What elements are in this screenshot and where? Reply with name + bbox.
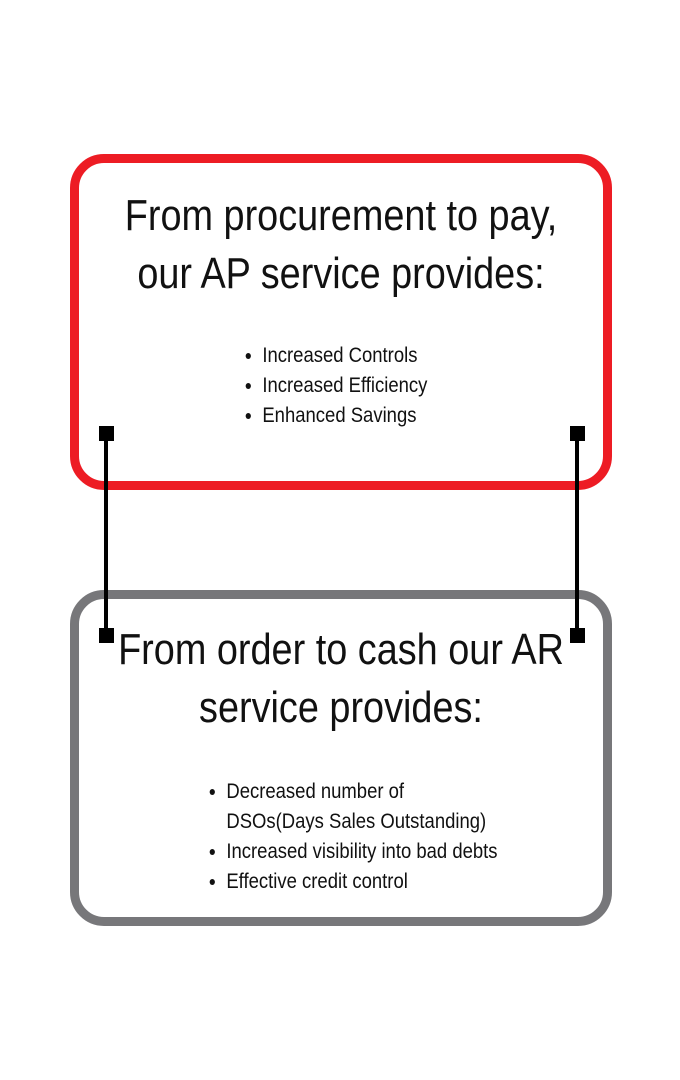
ar-card-title bbox=[116, 621, 567, 737]
ar-title-line-2: service provides: bbox=[199, 683, 483, 732]
ap-title-line-1: From procurement to pay, bbox=[124, 191, 558, 240]
ap-benefit-item: Increased Controls bbox=[243, 341, 427, 371]
ap-title-line-2: our AP service provides: bbox=[137, 249, 545, 298]
ar-benefit-item-continuation: DSOs(Days Sales Outstanding) bbox=[226, 810, 487, 833]
ap-benefit-item: Enhanced Savings bbox=[243, 401, 427, 431]
ar-title-line-1: From order to cash our AR bbox=[118, 625, 564, 674]
ap-card-title bbox=[116, 187, 567, 303]
ap-benefits-list bbox=[243, 341, 427, 431]
ar-benefits-list bbox=[207, 777, 498, 897]
ap-benefit-item: Increased Efficiency bbox=[243, 371, 427, 401]
ar-service-card bbox=[70, 590, 612, 926]
ar-benefit-item: Effective credit control bbox=[207, 867, 498, 897]
ar-benefit-item: Decreased number of bbox=[207, 777, 498, 807]
ar-benefit-item: Increased visibility into bad debts bbox=[207, 837, 498, 867]
ap-service-card bbox=[70, 154, 612, 490]
